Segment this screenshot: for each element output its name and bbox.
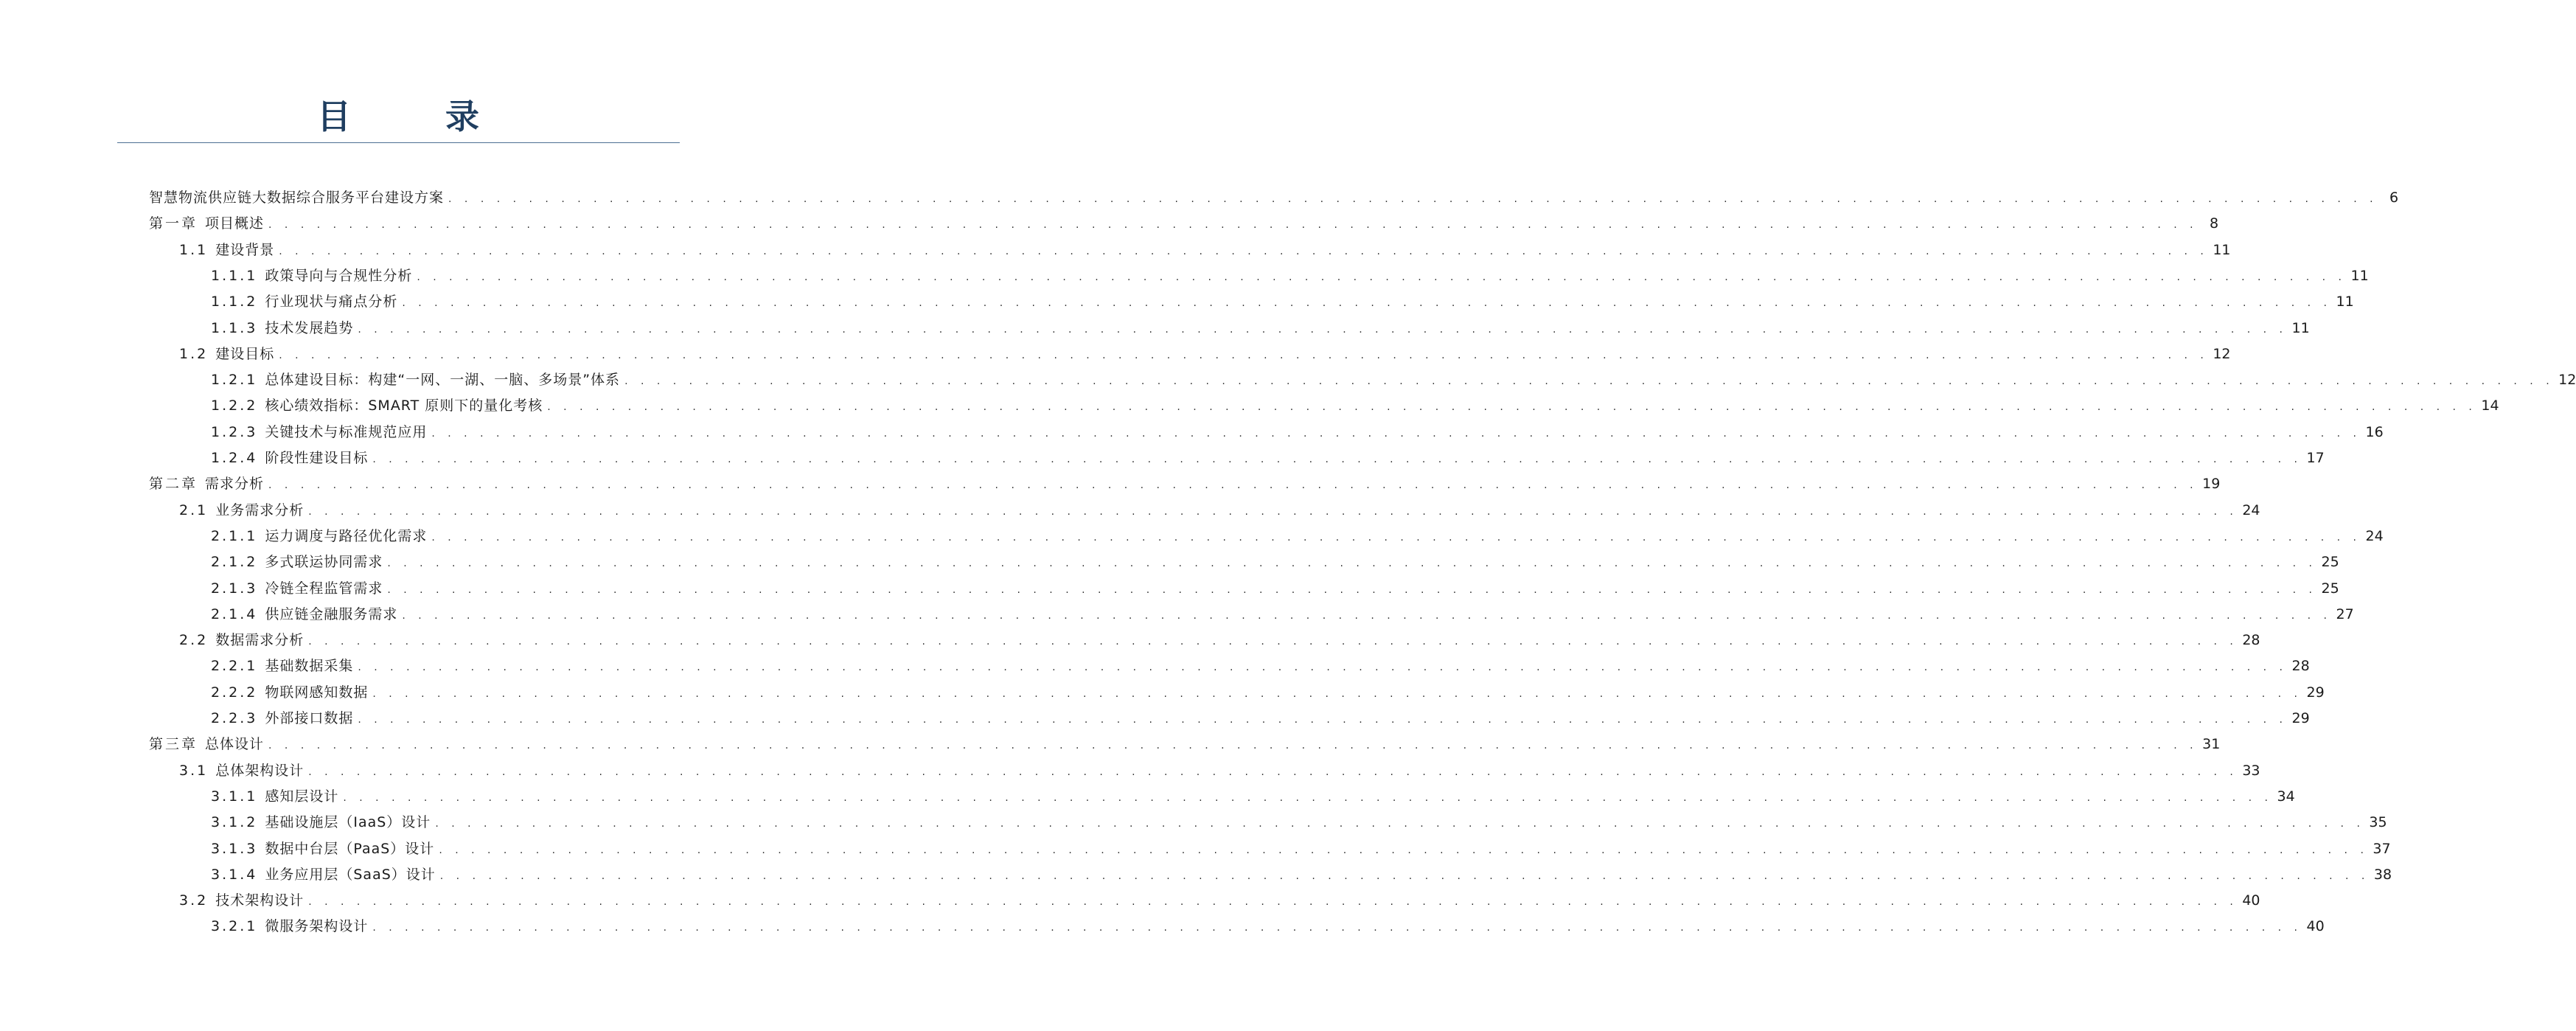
toc-entry-title: 供应链金融服务需求 — [265, 605, 398, 622]
toc-entry-number: 1.1.3 — [211, 319, 258, 336]
toc-entry-title: 总体架构设计 — [215, 762, 304, 779]
toc-entry-number: 1.2.3 — [211, 423, 258, 440]
toc-page-number: 35 — [2369, 814, 2387, 831]
toc-entry-number: 2.1 — [179, 501, 209, 518]
toc-entry-title: 需求分析 — [205, 476, 265, 493]
toc-entry-number: 1.2.1 — [211, 372, 258, 389]
toc-page-number: 40 — [2242, 892, 2260, 909]
toc-entry[interactable] — [149, 731, 2221, 757]
toc-entry[interactable] — [179, 887, 2260, 914]
toc-entry[interactable] — [211, 783, 2295, 810]
toc-page-number: 34 — [2277, 788, 2295, 805]
toc-dot-leader: . . . . . . . . . . . . . . . . . . . . . . . . . . . . . . . . . . . . . . . . . . . . . . . . . . . . . . . . . . . . . . . . . . . . . . . . . . . . . . . . . . . . . . . . . . . . . . . . . . . . . . . . . . . . . . . . . . . . . . . . — [279, 349, 2209, 361]
toc-entry-title: 运力调度与路径优化需求 — [265, 527, 428, 544]
toc-entry-number: 2.2 — [179, 632, 209, 649]
toc-entry-title: 总体设计 — [205, 736, 265, 753]
toc-entry-number: 2.1.2 — [211, 554, 258, 571]
toc-entry-number: 3.1.1 — [211, 788, 258, 805]
toc-dot-leader: . . . . . . . . . . . . . . . . . . . . . . . . . . . . . . . . . . . . . . . . . . . . . . . . . . . . . . . . . . . . . . . . . . . . . . . . . . . . . . . . . . . . . . . . . . . . . . . . . . . . . . . . . . . . . . . . . . . . . . . . — [372, 687, 2302, 700]
toc-entry-number: 2.2.1 — [211, 658, 258, 675]
toc-entry-title: 技术架构设计 — [215, 892, 304, 909]
toc-entry-title: 数据需求分析 — [215, 632, 304, 649]
toc-page-number: 11 — [2350, 267, 2369, 284]
toc-entry[interactable] — [211, 549, 2339, 575]
toc-entry-title: 基础数据采集 — [265, 658, 354, 675]
toc-dot-leader: . . . . . . . . . . . . . . . . . . . . . . . . . . . . . . . . . . . . . . . . . . . . . . . . . . . . . . . . . . . . . . . . . . . . . . . . . . . . . . . . . . . . . . . . . . . . . . . . . . . . . . . . . . . . . . . . . . . . . . . . — [308, 505, 2238, 518]
toc-entry[interactable] — [211, 836, 2391, 862]
toc-entry[interactable] — [211, 809, 2387, 836]
toc-page-number: 40 — [2306, 918, 2325, 935]
toc-page-number: 12 — [2213, 345, 2231, 362]
toc-entry[interactable] — [211, 367, 2576, 393]
toc-dot-leader: . . . . . . . . . . . . . . . . . . . . . . . . . . . . . . . . . . . . . . . . . . . . . . . . . . . . . . . . . . . . . . . . . . . . . . . . . . . . . . . . . . . . . . . . . . . . . . . . . . . . . . . . . . . . . . . . . . . . . . . . — [268, 219, 2199, 232]
toc-entry-title: 政策导向与合规性分析 — [265, 267, 413, 284]
toc-entry-title: 基础设施层（IaaS）设计 — [265, 814, 431, 831]
toc-entry-title: 项目概述 — [205, 215, 265, 232]
toc-dot-leader: . . . . . . . . . . . . . . . . . . . . . . . . . . . . . . . . . . . . . . . . . . . . . . . . . . . . . . . . . . . . . . . . . . . . . . . . . . . . . . . . . . . . . . . . . . . . . . . . . . . . . . . . . . . . . . . . . . . . . . . . — [358, 323, 2288, 336]
toc-entry[interactable] — [211, 653, 2310, 679]
toc-entry-title: 业务应用层（SaaS）设计 — [265, 866, 436, 883]
toc-entry-title: 智慧物流供应链大数据综合服务平台建设方案 — [149, 190, 445, 206]
toc-entry[interactable] — [211, 575, 2339, 602]
toc-entry-title: 多式联运协同需求 — [265, 554, 383, 571]
toc-entry-title: 阶段性建设目标 — [265, 450, 369, 466]
toc-entry[interactable] — [211, 601, 2354, 628]
toc-entry-number: 3.1.4 — [211, 866, 258, 883]
toc-page-number: 24 — [2365, 527, 2384, 544]
toc-dot-leader: . . . . . . . . . . . . . . . . . . . . . . . . . . . . . . . . . . . . . . . . . . . . . . . . . . . . . . . . . . . . . . . . . . . . . . . . . . . . . . . . . . . . . . . . . . . . . . . . . . . . . . . . . . . . . . . . . . . . . . . . — [358, 714, 2288, 726]
toc-dot-leader: . . . . . . . . . . . . . . . . . . . . . . . . . . . . . . . . . . . . . . . . . . . . . . . . . . . . . . . . . . . . . . . . . . . . . . . . . . . . . . . . . . . . . . . . . . . . . . . . . . . . . . . . . . . . . . . . . . . . . . . . — [372, 922, 2302, 934]
toc-dot-leader: . . . . . . . . . . . . . . . . . . . . . . . . . . . . . . . . . . . . . . . . . . . . . . . . . . . . . . . . . . . . . . . . . . . . . . . . . . . . . . . . . . . . . . . . . . . . . . . . . . . . . . . . . . . . . . . . . . . . . . . . — [547, 401, 2477, 414]
toc-entry-title: 物联网感知数据 — [265, 684, 369, 701]
toc-entry-title: 外部接口数据 — [265, 710, 354, 726]
toc-title: 目 录 — [316, 97, 521, 136]
toc-entry[interactable] — [211, 288, 2354, 315]
toc-page-number: 29 — [2291, 710, 2310, 726]
toc-dot-leader: . . . . . . . . . . . . . . . . . . . . . . . . . . . . . . . . . . . . . . . . . . . . . . . . . . . . . . . . . . . . . . . . . . . . . . . . . . . . . . . . . . . . . . . . . . . . . . . . . . . . . . . . . . . . . . . . . . . . . . . . — [268, 740, 2199, 752]
toc-dot-leader: . . . . . . . . . . . . . . . . . . . . . . . . . . . . . . . . . . . . . . . . . . . . . . . . . . . . . . . . . . . . . . . . . . . . . . . . . . . . . . . . . . . . . . . . . . . . . . . . . . . . . . . . . . . . . . . . . . . . . . . . — [308, 636, 2238, 648]
toc-entry-number: 2.1.1 — [211, 527, 258, 544]
toc-entry-number: 3.2 — [179, 892, 209, 909]
toc-entry-title: 业务需求分析 — [215, 501, 304, 518]
toc-dot-leader: . . . . . . . . . . . . . . . . . . . . . . . . . . . . . . . . . . . . . . . . . . . . . . . . . . . . . . . . . . . . . . . . . . . . . . . . . . . . . . . . . . . . . . . . . . . . . . . . . . . . . . . . . . . . . . . . . . . . . . . . — [387, 583, 2317, 596]
toc-entry[interactable] — [149, 210, 2219, 237]
toc-dot-leader: . . . . . . . . . . . . . . . . . . . . . . . . . . . . . . . . . . . . . . . . . . . . . . . . . . . . . . . . . . . . . . . . . . . . . . . . . . . . . . . . . . . . . . . . . . . . . . . . . . . . . . . . . . . . . . . . . . . . . . . . — [439, 844, 2369, 856]
toc-entry[interactable] — [179, 627, 2260, 653]
toc-entry[interactable] — [149, 184, 2399, 211]
toc-page-number: 31 — [2202, 736, 2221, 753]
toc-entry[interactable] — [211, 913, 2325, 940]
toc-dot-leader: . . . . . . . . . . . . . . . . . . . . . . . . . . . . . . . . . . . . . . . . . . . . . . . . . . . . . . . . . . . . . . . . . . . . . . . . . . . . . . . . . . . . . . . . . . . . . . . . . . . . . . . . . . . . . . . . . . . . . . . . — [402, 609, 2332, 622]
toc-entry-number: 3.2.1 — [211, 918, 258, 935]
toc-entry-title: 关键技术与标准规范应用 — [265, 423, 428, 440]
toc-entry-number: 2.1.3 — [211, 580, 258, 597]
toc-entry[interactable] — [179, 497, 2260, 524]
toc-page-number: 27 — [2336, 605, 2354, 622]
toc-entry-number: 1.1.1 — [211, 267, 258, 284]
toc-entry-title: 核心绩效指标：SMART 原则下的量化考核 — [265, 398, 543, 414]
toc-entry[interactable] — [179, 341, 2231, 367]
toc-entry-title: 感知层设计 — [265, 788, 339, 805]
toc-entry-title: 总体建设目标：构建“一网、一湖、一脑、多场景”体系 — [265, 372, 621, 389]
toc-page-number: 8 — [2210, 215, 2219, 232]
toc-entry-title: 行业现状与痛点分析 — [265, 294, 398, 310]
toc-dot-leader: . . . . . . . . . . . . . . . . . . . . . . . . . . . . . . . . . . . . . . . . . . . . . . . . . . . . . . . . . . . . . . . . . . . . . . . . . . . . . . . . . . . . . . . . . . . . . . . . . . . . . . . . . . . . . . . . . . . . . . . . — [624, 375, 2555, 388]
toc-entry[interactable] — [179, 237, 2231, 263]
toc-entry-number: 3.1 — [179, 762, 209, 779]
toc-entry-title: 建设目标 — [215, 345, 275, 362]
toc-page-number: 33 — [2242, 762, 2260, 779]
toc-page-number: 38 — [2373, 866, 2392, 883]
toc-entry-number: 1.1.2 — [211, 294, 258, 310]
toc-dot-leader: . . . . . . . . . . . . . . . . . . . . . . . . . . . . . . . . . . . . . . . . . . . . . . . . . . . . . . . . . . . . . . . . . . . . . . . . . . . . . . . . . . . . . . . . . . . . . . . . . . . . . . . . . . . . . . . . . . . . . . . . — [402, 297, 2332, 310]
toc-entry[interactable] — [211, 523, 2384, 549]
toc-page-number: 28 — [2291, 658, 2310, 675]
toc-page-number: 29 — [2306, 684, 2325, 701]
toc-dot-leader: . . . . . . . . . . . . . . . . . . . . . . . . . . . . . . . . . . . . . . . . . . . . . . . . . . . . . . . . . . . . . . . . . . . . . . . . . . . . . . . . . . . . . . . . . . . . . . . . . . . . . . . . . . . . . . . . . . . . . . . . — [358, 662, 2288, 674]
toc-entry-number: 第三章 — [149, 736, 198, 753]
toc-entry-title: 微服务架构设计 — [265, 918, 369, 935]
toc-dot-leader: . . . . . . . . . . . . . . . . . . . . . . . . . . . . . . . . . . . . . . . . . . . . . . . . . . . . . . . . . . . . . . . . . . . . . . . . . . . . . . . . . . . . . . . . . . . . . . . . . . . . . . . . . . . . . . . . . . . . . . . . — [431, 531, 2361, 544]
toc-dot-leader: . . . . . . . . . . . . . . . . . . . . . . . . . . . . . . . . . . . . . . . . . . . . . . . . . . . . . . . . . . . . . . . . . . . . . . . . . . . . . . . . . . . . . . . . . . . . . . . . . . . . . . . . . . . . . . . . . . . . . . . . — [308, 896, 2238, 909]
title-divider — [117, 142, 680, 143]
toc-entry-number: 2.2.3 — [211, 710, 258, 726]
toc-page-number: 17 — [2306, 450, 2325, 466]
toc-dot-leader: . . . . . . . . . . . . . . . . . . . . . . . . . . . . . . . . . . . . . . . . . . . . . . . . . . . . . . . . . . . . . . . . . . . . . . . . . . . . . . . . . . . . . . . . . . . . . . . . . . . . . . . . . . . . . . . . . . . . . . . . — [387, 558, 2317, 570]
toc-entry-number: 1.2.2 — [211, 398, 258, 414]
toc-entry[interactable] — [211, 419, 2384, 445]
toc-entry-number: 第二章 — [149, 476, 198, 493]
toc-page-number: 24 — [2242, 501, 2260, 518]
toc-entry-title: 冷链全程监管需求 — [265, 580, 383, 597]
toc-entry[interactable] — [211, 705, 2310, 732]
toc-dot-leader: . . . . . . . . . . . . . . . . . . . . . . . . . . . . . . . . . . . . . . . . . . . . . . . . . . . . . . . . . . . . . . . . . . . . . . . . . . . . . . . . . . . . . . . . . . . . . . . . . . . . . . . . . . . . . . . . . . . . . . . . — [279, 245, 2209, 257]
toc-dot-leader: . . . . . . . . . . . . . . . . . . . . . . . . . . . . . . . . . . . . . . . . . . . . . . . . . . . . . . . . . . . . . . . . . . . . . . . . . . . . . . . . . . . . . . . . . . . . . . . . . . . . . . . . . . . . . . . . . . . . . . . . — [431, 427, 2361, 440]
toc-dot-leader: . . . . . . . . . . . . . . . . . . . . . . . . . . . . . . . . . . . . . . . . . . . . . . . . . . . . . . . . . . . . . . . . . . . . . . . . . . . . . . . . . . . . . . . . . . . . . . . . . . . . . . . . . . . . . . . . . . . . . . . . — [439, 869, 2370, 882]
toc-entry-number: 3.1.2 — [211, 814, 258, 831]
toc-entry-title: 数据中台层（PaaS）设计 — [265, 840, 435, 857]
toc-page-number: 16 — [2365, 423, 2384, 440]
toc-entry[interactable] — [211, 315, 2310, 341]
toc-entry-number: 1.1 — [179, 241, 209, 258]
toc-entry[interactable] — [211, 861, 2392, 888]
toc-page-number: 11 — [2336, 294, 2354, 310]
toc-dot-leader: . . . . . . . . . . . . . . . . . . . . . . . . . . . . . . . . . . . . . . . . . . . . . . . . . . . . . . . . . . . . . . . . . . . . . . . . . . . . . . . . . . . . . . . . . . . . . . . . . . . . . . . . . . . . . . . . . . . . . . . . — [435, 818, 2365, 830]
toc-entry-number: 2.1.4 — [211, 605, 258, 622]
toc-dot-leader: . . . . . . . . . . . . . . . . . . . . . . . . . . . . . . . . . . . . . . . . . . . . . . . . . . . . . . . . . . . . . . . . . . . . . . . . . . . . . . . . . . . . . . . . . . . . . . . . . . . . . . . . . . . . . . . . . . . . . . . . — [343, 791, 2273, 804]
toc-entry-number: 3.1.3 — [211, 840, 258, 857]
toc-entry-number: 2.2.2 — [211, 684, 258, 701]
toc-entry[interactable] — [211, 445, 2325, 471]
toc-page-number: 12 — [2558, 372, 2576, 389]
toc-entry-number: 1.2 — [179, 345, 209, 362]
toc-page-number: 6 — [2389, 190, 2399, 206]
toc-entry-number: 第一章 — [149, 215, 198, 232]
toc-page-number: 11 — [2291, 319, 2310, 336]
toc-page-number: 19 — [2202, 476, 2221, 493]
toc-page-number: 25 — [2321, 580, 2339, 597]
toc-entry[interactable] — [211, 263, 2369, 289]
toc-entry-title: 建设背景 — [215, 241, 275, 258]
toc-page-number: 11 — [2213, 241, 2231, 258]
toc-entry[interactable] — [179, 757, 2260, 784]
toc-dot-leader: . . . . . . . . . . . . . . . . . . . . . . . . . . . . . . . . . . . . . . . . . . . . . . . . . . . . . . . . . . . . . . . . . . . . . . . . . . . . . . . . . . . . . . . . . . . . . . . . . . . . . . . . . . . . . . . . . . . . . . . . — [308, 766, 2238, 778]
toc-page-number: 14 — [2481, 398, 2499, 414]
toc-entry[interactable] — [211, 392, 2499, 419]
toc-dot-leader: . . . . . . . . . . . . . . . . . . . . . . . . . . . . . . . . . . . . . . . . . . . . . . . . . . . . . . . . . . . . . . . . . . . . . . . . . . . . . . . . . . . . . . . . . . . . . . . . . . . . . . . . . . . . . . . . . . . . . . . . — [417, 271, 2347, 283]
toc-entry[interactable] — [211, 679, 2325, 706]
toc-entry-title: 技术发展趋势 — [265, 319, 354, 336]
toc-entry[interactable] — [149, 471, 2221, 497]
toc-dot-leader: . . . . . . . . . . . . . . . . . . . . . . . . . . . . . . . . . . . . . . . . . . . . . . . . . . . . . . . . . . . . . . . . . . . . . . . . . . . . . . . . . . . . . . . . . . . . . . . . . . . . . . . . . . . . . . . . . . . . . . . . — [268, 479, 2199, 492]
toc-page-number: 37 — [2373, 840, 2391, 857]
toc-page-number: 25 — [2321, 554, 2339, 571]
toc-dot-leader: . . . . . . . . . . . . . . . . . . . . . . . . . . . . . . . . . . . . . . . . . . . . . . . . . . . . . . . . . . . . . . . . . . . . . . . . . . . . . . . . . . . . . . . . . . . . . . . . . . . . . . . . . . . . . . . . . . . . . . . . — [448, 193, 2378, 205]
toc-dot-leader: . . . . . . . . . . . . . . . . . . . . . . . . . . . . . . . . . . . . . . . . . . . . . . . . . . . . . . . . . . . . . . . . . . . . . . . . . . . . . . . . . . . . . . . . . . . . . . . . . . . . . . . . . . . . . . . . . . . . . . . . — [372, 454, 2302, 465]
toc-entry-number: 1.2.4 — [211, 450, 258, 466]
toc-page-number: 28 — [2242, 632, 2260, 649]
